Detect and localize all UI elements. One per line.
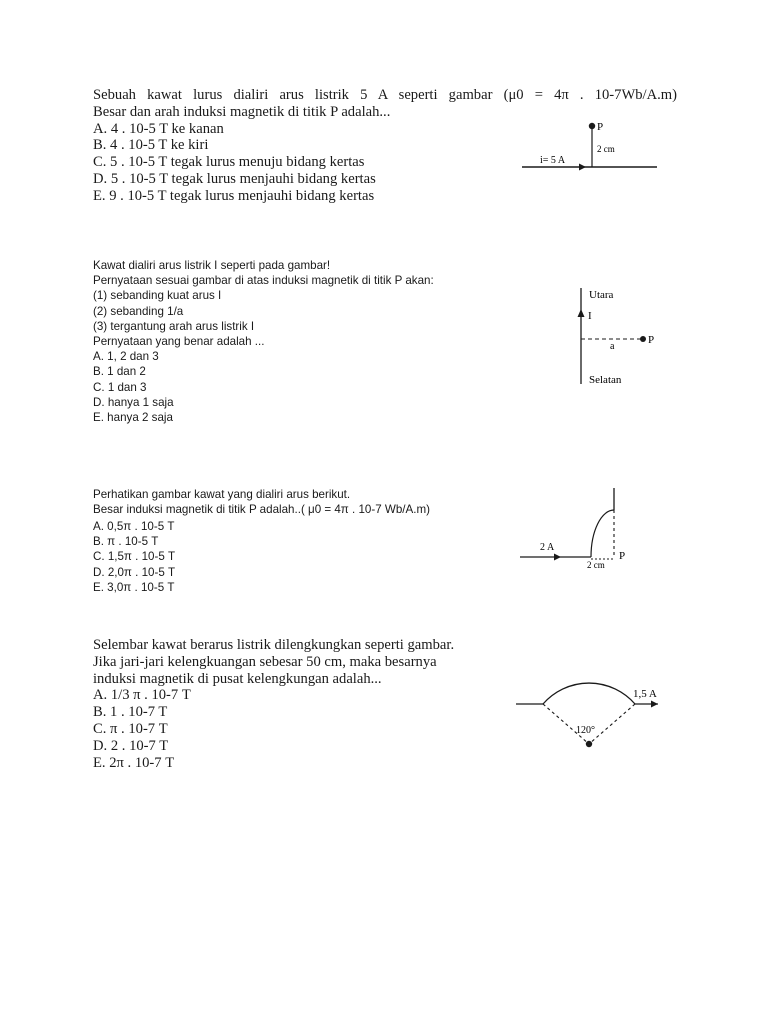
question-3-option-d: D. 2,0π . 10-5 T [93,565,176,579]
q4-left-radius [543,704,589,744]
question-2-option-b: B. 1 dan 2 [93,365,146,379]
question-4-option-e: E. 2π . 10-7 T [93,754,175,771]
q2-north-label: Utara [589,289,614,301]
question-1-option-d: D. 5 . 10-5 T tegak lurus menjauhi bidang kertas [93,170,376,187]
question-2-option-e: E. hanya 2 saja [93,411,173,425]
q1-current-label: i= 5 A [540,155,566,166]
q1-current-arrow [579,164,586,171]
question-2-option-a: A. 1, 2 dan 3 [93,350,159,364]
question-4-figure [512,660,667,755]
question-4-option-c: C. π . 10-7 T [93,720,168,737]
q4-arc [543,683,635,704]
question-3-figure [515,484,645,574]
question-2-figure [570,284,670,390]
question-2-line-3: (1) sebanding kuat arus I [93,289,222,303]
question-1-option-e: E. 9 . 10-5 T tegak lurus menjauhi bidang kertas [93,187,375,204]
q2-current-label: I [588,310,592,322]
question-3 [93,487,430,595]
question-1-option-a: A. 4 . 10-5 T ke kanan [93,120,224,137]
q4-right-radius [589,704,635,744]
question-4-option-d: D. 2 . 10-7 T [93,737,169,754]
question-4 [93,637,454,771]
question-1-option-b: B. 4 . 10-5 T ke kiri [93,137,209,154]
question-3-option-a: A. 0,5π . 10-5 T [93,519,175,533]
question-3-option-c: C. 1,5π . 10-5 T [93,550,176,564]
question-4-option-b: B. 1 . 10-7 T [93,704,168,721]
q1-distance-label: 2 cm [597,144,615,154]
question-1-figure [520,110,670,180]
question-1-line-2: Besar dan arah induksi magnetik di titik P adalah... [93,103,391,120]
q4-angle-label: 120° [576,725,595,736]
question-2-line-6: Pernyataan yang benar adalah ... [93,335,265,349]
question-4-line-3: induksi magnetik di pusat kelengkungan adalah... [93,670,382,687]
question-4-line-1: Selembar kawat berarus listrik dilengkungkan seperti gambar. [93,637,455,653]
question-4-line-2: Jika jari-jari kelengkuangan sebesar 50 cm, maka besarnya [93,653,437,670]
question-2-option-d: D. hanya 1 saja [93,395,174,409]
question-3-line-1: Perhatikan gambar kawat yang dialiri arus berikut. [93,488,351,501]
question-1-line-1: Sebuah kawat lurus dialiri arus listrik 5 A seperti gambar (μ0 = 4π . 10-7Wb/A.m) [93,87,677,103]
q1-point-p [589,123,595,129]
q2-south-label: Selatan [589,374,622,386]
question-2-line-4: (2) sebanding 1/a [93,304,184,318]
q4-center-point [586,741,592,747]
q3-current-label: 2 A [540,542,555,553]
q2-current-arrow [578,309,585,317]
q3-quarter-arc [591,510,614,557]
q4-current-label: 1,5 A [633,688,657,700]
q2-distance-label: a [610,341,615,352]
q2-point-p [640,336,646,342]
q3-point-label: P [619,550,626,562]
question-3-option-b: B. π . 10-5 T [93,535,159,549]
q2-point-label: P [648,334,655,346]
question-2-line-1: Kawat dialiri arus listrik I seperti pada gambar! [93,259,331,272]
question-2-line-2: Pernyataan sesuai gambar di atas induksi magnetik di titik P akan: [93,274,434,288]
q3-current-arrow [554,554,561,561]
question-3-line-2: Besar induksi magnetik di titik P adalah..( μ0 = 4π . 10-7 Wb/A.m) [93,503,430,517]
question-3-option-e: E. 3,0π . 10-5 T [93,580,175,594]
q4-current-arrow [651,701,658,708]
q3-distance-label: 2 cm [587,560,605,570]
question-2-line-5: (3) tergantung arah arus listrik I [93,319,255,333]
question-4-option-a: A. 1/3 π . 10-7 T [93,687,191,704]
question-1-option-c: C. 5 . 10-5 T tegak lurus menuju bidang kertas [93,154,365,171]
question-2-option-c: C. 1 dan 3 [93,380,147,394]
q1-point-label: P [597,121,604,133]
question-2 [93,258,434,425]
